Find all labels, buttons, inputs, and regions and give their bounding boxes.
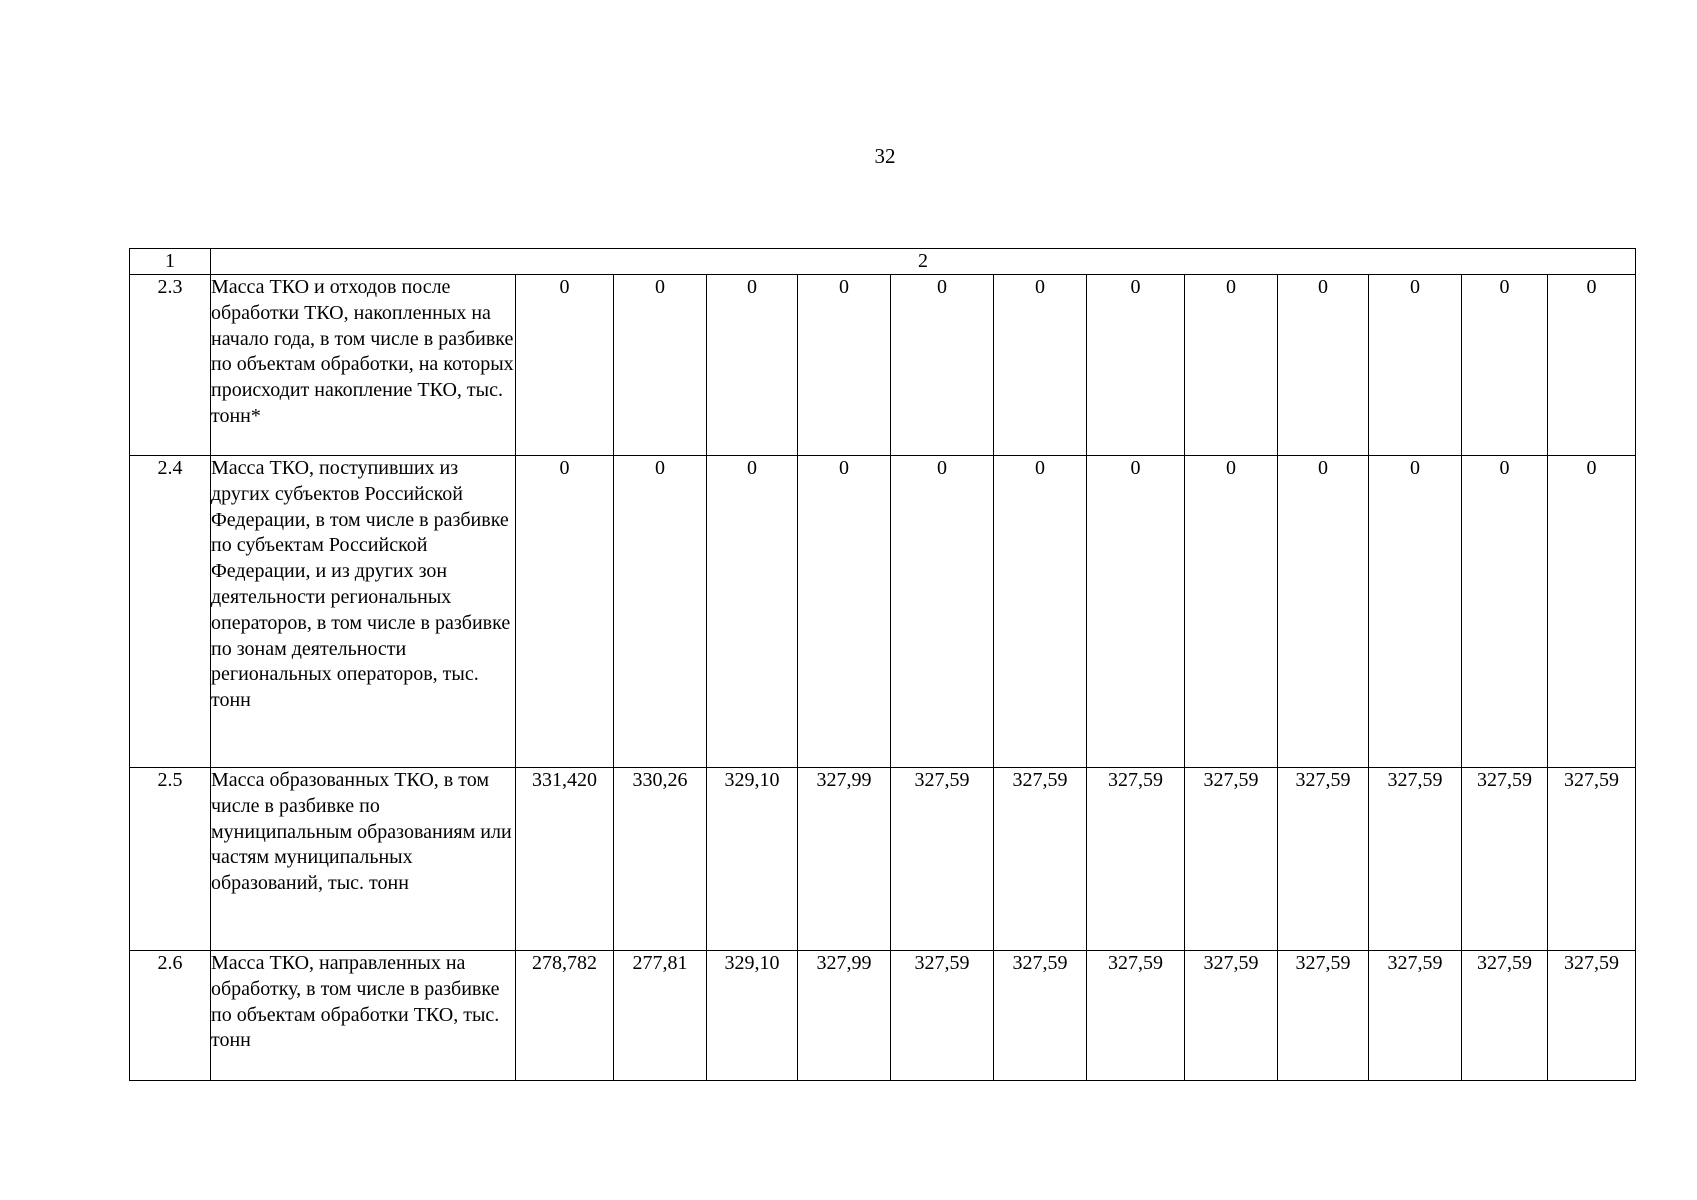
value-cell: 329,10 xyxy=(707,951,798,1081)
row-description: Масса ТКО и отходов после обработки ТКО, накопленных на начало года, в том числе в разбивке по объектам обработки, на которых происходит накопление ТКО, тыс. тонн* xyxy=(211,275,516,456)
value-cell: 277,81 xyxy=(614,951,707,1081)
value-cell: 327,59 xyxy=(1462,951,1548,1081)
row-description: Масса образованных ТКО, в том числе в разбивке по муниципальным образованиям или частям муниципальных образований, тыс. тонн xyxy=(211,768,516,951)
value-cell: 327,59 xyxy=(1185,951,1278,1081)
value-cell: 0 xyxy=(1185,275,1278,456)
row-number: 2.4 xyxy=(130,456,211,768)
data-table xyxy=(129,248,1636,1081)
value-cell: 0 xyxy=(994,456,1087,768)
value-cell: 0 xyxy=(1185,456,1278,768)
value-cell: 327,59 xyxy=(1548,768,1636,951)
value-cell: 0 xyxy=(1369,275,1462,456)
table-row xyxy=(130,456,1636,768)
value-cell: 327,59 xyxy=(994,951,1087,1081)
value-cell: 327,59 xyxy=(1278,768,1369,951)
value-cell: 329,10 xyxy=(707,768,798,951)
value-cell: 0 xyxy=(516,456,614,768)
value-cell: 327,59 xyxy=(1548,951,1636,1081)
value-cell: 0 xyxy=(614,456,707,768)
value-cell: 327,59 xyxy=(891,768,994,951)
page-number: 32 xyxy=(874,144,896,168)
value-cell: 327,59 xyxy=(1369,951,1462,1081)
value-cell: 0 xyxy=(1278,275,1369,456)
value-cell: 0 xyxy=(614,275,707,456)
table-row xyxy=(130,951,1636,1081)
value-cell: 0 xyxy=(1462,456,1548,768)
row-number: 2.3 xyxy=(130,275,211,456)
value-cell: 0 xyxy=(516,275,614,456)
value-cell: 327,59 xyxy=(1087,951,1185,1081)
value-cell: 0 xyxy=(798,456,891,768)
row-number: 2.5 xyxy=(130,768,211,951)
value-cell: 327,59 xyxy=(1462,768,1548,951)
table-header-row xyxy=(130,249,1636,275)
value-cell: 0 xyxy=(891,275,994,456)
value-cell: 0 xyxy=(994,275,1087,456)
table-row xyxy=(130,275,1636,456)
value-cell: 327,59 xyxy=(1278,951,1369,1081)
value-cell: 0 xyxy=(1087,456,1185,768)
value-cell: 0 xyxy=(707,456,798,768)
table-row xyxy=(130,768,1636,951)
row-number: 2.6 xyxy=(130,951,211,1081)
value-cell: 0 xyxy=(1548,456,1636,768)
value-cell: 327,99 xyxy=(798,951,891,1081)
header-col-1: 1 xyxy=(130,249,211,275)
value-cell: 0 xyxy=(1462,275,1548,456)
value-cell: 327,59 xyxy=(891,951,994,1081)
value-cell: 0 xyxy=(1548,275,1636,456)
value-cell: 327,99 xyxy=(798,768,891,951)
value-cell: 327,59 xyxy=(1087,768,1185,951)
value-cell: 0 xyxy=(798,275,891,456)
value-cell: 327,59 xyxy=(994,768,1087,951)
value-cell: 0 xyxy=(1369,456,1462,768)
value-cell: 331,420 xyxy=(516,768,614,951)
value-cell: 0 xyxy=(707,275,798,456)
row-description: Масса ТКО, поступивших из других субъектов Российской Федерации, в том числе в разбивке по субъектам Российской Федерации, и из других зон деятельности региональных операторов, в том числе в разбивке по зонам деятельности региональных операторов, тыс. тонн xyxy=(211,456,516,768)
header-col-2: 2 xyxy=(211,249,1636,275)
value-cell: 0 xyxy=(1278,456,1369,768)
value-cell: 278,782 xyxy=(516,951,614,1081)
value-cell: 0 xyxy=(891,456,994,768)
value-cell: 327,59 xyxy=(1369,768,1462,951)
value-cell: 0 xyxy=(1087,275,1185,456)
value-cell: 327,59 xyxy=(1185,768,1278,951)
value-cell: 330,26 xyxy=(614,768,707,951)
row-description: Масса ТКО, направленных на обработку, в том числе в разбивке по объектам обработки ТКО, тыс. тонн xyxy=(211,951,516,1081)
